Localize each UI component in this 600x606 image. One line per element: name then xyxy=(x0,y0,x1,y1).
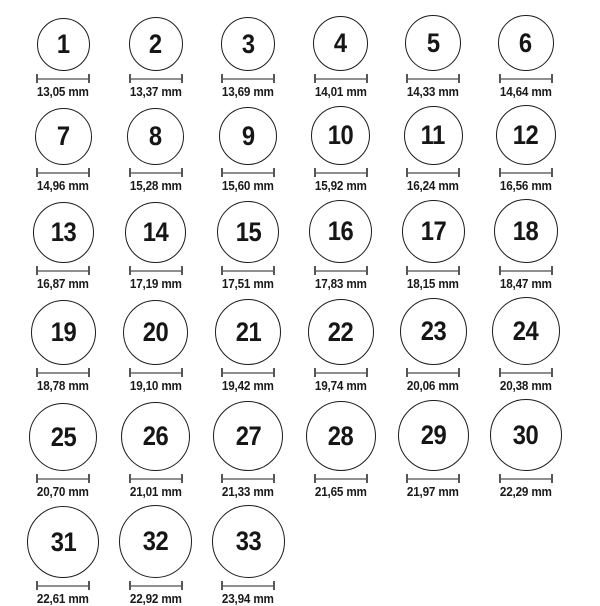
diameter-measure-line xyxy=(406,368,460,377)
ring-circle xyxy=(31,300,96,365)
ring-size-number: 26 xyxy=(142,421,169,451)
ring-circle xyxy=(494,199,558,263)
ring-size-item xyxy=(17,108,110,192)
diameter-measure-line xyxy=(499,474,553,483)
ring-circle xyxy=(119,505,192,578)
ring-size-number: 18 xyxy=(512,215,539,246)
diameter-measure-line xyxy=(36,168,90,177)
ring-size-item xyxy=(110,202,203,290)
ring-size-item xyxy=(295,299,388,392)
ring-size-number: 9 xyxy=(241,120,255,151)
ring-size-item xyxy=(387,106,480,192)
ring-size-item xyxy=(202,299,295,392)
diameter-measure-line xyxy=(499,74,553,83)
ring-size-number: 22 xyxy=(327,316,354,347)
ring-size-number: 32 xyxy=(142,526,169,556)
diameter-measure-line xyxy=(499,368,553,377)
ring-size-number: 4 xyxy=(334,28,348,58)
diameter-label: 18,78 mm xyxy=(37,378,90,393)
ring-size-item xyxy=(387,200,480,290)
ring-circle xyxy=(496,105,556,165)
chart-row xyxy=(17,399,590,498)
ring-circle xyxy=(215,299,281,365)
ring-circle xyxy=(213,401,283,471)
ring-circle xyxy=(313,16,368,71)
diameter-label: 17,83 mm xyxy=(314,276,367,291)
diameter-measure-line xyxy=(129,74,183,83)
ring-circle xyxy=(27,506,99,578)
diameter-measure-line xyxy=(499,168,553,177)
ring-size-number: 10 xyxy=(327,120,354,150)
ring-circle xyxy=(219,107,277,165)
diameter-label: 18,47 mm xyxy=(499,276,552,291)
ring-size-number: 25 xyxy=(50,421,77,452)
diameter-measure-line xyxy=(221,474,275,483)
diameter-label: 14,01 mm xyxy=(314,84,367,99)
diameter-measure-line xyxy=(129,266,183,275)
ring-size-item xyxy=(295,401,388,498)
ring-size-item xyxy=(110,402,203,498)
ring-circle xyxy=(29,403,97,471)
ring-circle xyxy=(309,200,372,263)
ring-size-number: 5 xyxy=(426,27,440,58)
ring-circle xyxy=(498,15,554,71)
diameter-measure-line xyxy=(129,168,183,177)
diameter-label: 21,97 mm xyxy=(407,484,460,499)
ring-size-number: 30 xyxy=(512,419,539,450)
ring-size-item xyxy=(387,15,480,98)
ring-size-item xyxy=(110,108,203,192)
ring-size-number: 12 xyxy=(512,119,539,150)
ring-size-number: 1 xyxy=(56,29,70,59)
ring-circle xyxy=(35,108,92,165)
diameter-measure-line xyxy=(221,168,275,177)
ring-size-item xyxy=(202,17,295,98)
ring-size-number: 3 xyxy=(241,28,255,59)
ring-size-number: 17 xyxy=(420,216,447,246)
diameter-measure-line xyxy=(406,168,460,177)
ring-size-number: 15 xyxy=(235,216,262,247)
diameter-label: 21,65 mm xyxy=(314,484,367,499)
ring-circle xyxy=(221,17,275,71)
ring-size-grid xyxy=(17,15,590,605)
ring-circle xyxy=(400,298,467,365)
diameter-measure-line xyxy=(221,74,275,83)
diameter-measure-line xyxy=(129,581,183,590)
diameter-measure-line xyxy=(314,474,368,483)
ring-circle xyxy=(125,202,186,263)
diameter-measure-line xyxy=(314,368,368,377)
ring-circle xyxy=(123,300,188,365)
ring-circle xyxy=(33,202,94,263)
diameter-label: 21,33 mm xyxy=(222,484,275,499)
diameter-label: 20,38 mm xyxy=(499,378,552,393)
diameter-label: 17,19 mm xyxy=(129,276,182,291)
diameter-label: 19,74 mm xyxy=(314,378,367,393)
ring-circle xyxy=(398,400,469,471)
ring-size-item xyxy=(387,400,480,498)
diameter-measure-line xyxy=(129,474,183,483)
ring-size-number: 8 xyxy=(149,121,163,151)
ring-size-item xyxy=(17,202,110,290)
ring-size-number: 14 xyxy=(142,217,169,247)
ring-size-item xyxy=(202,201,295,290)
ring-size-item xyxy=(17,300,110,392)
diameter-measure-line xyxy=(314,168,368,177)
diameter-measure-line xyxy=(221,368,275,377)
ring-size-item xyxy=(480,105,573,192)
ring-size-item xyxy=(295,16,388,98)
ring-circle xyxy=(306,401,376,471)
ring-circle xyxy=(127,108,184,165)
ring-size-number: 19 xyxy=(50,317,77,347)
diameter-measure-line xyxy=(221,581,275,590)
diameter-measure-line xyxy=(36,368,90,377)
ring-circle xyxy=(212,505,285,578)
ring-size-number: 21 xyxy=(235,316,262,347)
ring-circle xyxy=(217,201,279,263)
diameter-label: 14,33 mm xyxy=(407,84,460,99)
diameter-label: 18,15 mm xyxy=(407,276,460,291)
ring-size-number: 31 xyxy=(50,526,77,557)
ring-size-number: 29 xyxy=(420,420,447,450)
diameter-label: 20,06 mm xyxy=(407,378,460,393)
ring-circle xyxy=(402,200,465,263)
diameter-measure-line xyxy=(314,74,368,83)
diameter-measure-line xyxy=(36,266,90,275)
diameter-measure-line xyxy=(36,474,90,483)
ring-size-number: 20 xyxy=(142,317,169,347)
ring-circle xyxy=(311,106,370,165)
ring-size-number: 27 xyxy=(235,420,262,451)
diameter-label: 16,56 mm xyxy=(499,178,552,193)
diameter-label: 19,42 mm xyxy=(222,378,275,393)
diameter-label: 22,61 mm xyxy=(37,591,90,606)
ring-size-item xyxy=(295,200,388,290)
chart-row xyxy=(17,15,590,98)
diameter-measure-line xyxy=(406,474,460,483)
diameter-label: 16,24 mm xyxy=(407,178,460,193)
ring-size-number: 6 xyxy=(519,27,533,58)
ring-size-number: 28 xyxy=(327,420,354,451)
ring-circle xyxy=(405,15,461,71)
diameter-label: 14,96 mm xyxy=(37,178,90,193)
diameter-label: 13,05 mm xyxy=(37,84,90,99)
ring-circle xyxy=(129,17,183,71)
ring-size-item xyxy=(17,18,110,98)
diameter-measure-line xyxy=(36,581,90,590)
diameter-label: 20,70 mm xyxy=(37,484,90,499)
ring-size-item xyxy=(202,505,295,605)
diameter-measure-line xyxy=(129,368,183,377)
diameter-measure-line xyxy=(36,74,90,83)
diameter-label: 23,94 mm xyxy=(222,591,275,606)
ring-size-item xyxy=(480,15,573,98)
diameter-label: 13,37 mm xyxy=(129,84,182,99)
ring-size-number: 16 xyxy=(327,216,354,246)
ring-size-item xyxy=(295,106,388,192)
ring-circle xyxy=(37,18,90,71)
ring-size-number: 33 xyxy=(235,526,262,556)
ring-size-item xyxy=(480,399,573,498)
diameter-label: 21,01 mm xyxy=(129,484,182,499)
chart-row xyxy=(17,105,590,192)
diameter-label: 13,69 mm xyxy=(222,84,275,99)
diameter-label: 15,92 mm xyxy=(314,178,367,193)
ring-size-item xyxy=(387,298,480,392)
ring-size-item xyxy=(202,401,295,498)
chart-row xyxy=(17,297,590,392)
diameter-measure-line xyxy=(406,266,460,275)
ring-size-item xyxy=(17,403,110,498)
ring-size-item xyxy=(110,505,203,605)
ring-circle xyxy=(308,299,374,365)
diameter-label: 19,10 mm xyxy=(129,378,182,393)
ring-size-item xyxy=(480,199,573,290)
ring-size-number: 2 xyxy=(149,28,163,59)
diameter-label: 17,51 mm xyxy=(222,276,275,291)
ring-circle xyxy=(404,106,463,165)
ring-size-number: 11 xyxy=(421,120,446,150)
ring-size-number: 7 xyxy=(56,121,70,151)
ring-size-item xyxy=(110,300,203,392)
diameter-label: 15,28 mm xyxy=(129,178,182,193)
ring-size-number: 13 xyxy=(50,217,77,247)
ring-circle xyxy=(492,297,560,365)
diameter-label: 14,64 mm xyxy=(499,84,552,99)
diameter-measure-line xyxy=(314,266,368,275)
ring-circle xyxy=(490,399,562,471)
diameter-label: 16,87 mm xyxy=(37,276,90,291)
ring-size-item xyxy=(202,107,295,192)
ring-size-item xyxy=(17,506,110,605)
diameter-measure-line xyxy=(221,266,275,275)
diameter-measure-line xyxy=(406,74,460,83)
diameter-label: 22,92 mm xyxy=(129,591,182,606)
chart-row xyxy=(17,199,590,290)
ring-size-number: 24 xyxy=(512,315,539,346)
ring-size-item xyxy=(110,17,203,98)
diameter-measure-line xyxy=(499,266,553,275)
chart-row xyxy=(17,505,590,605)
ring-circle xyxy=(121,402,190,471)
diameter-label: 22,29 mm xyxy=(499,484,552,499)
ring-size-number: 23 xyxy=(420,316,447,346)
diameter-label: 15,60 mm xyxy=(222,178,275,193)
ring-size-item xyxy=(480,297,573,392)
